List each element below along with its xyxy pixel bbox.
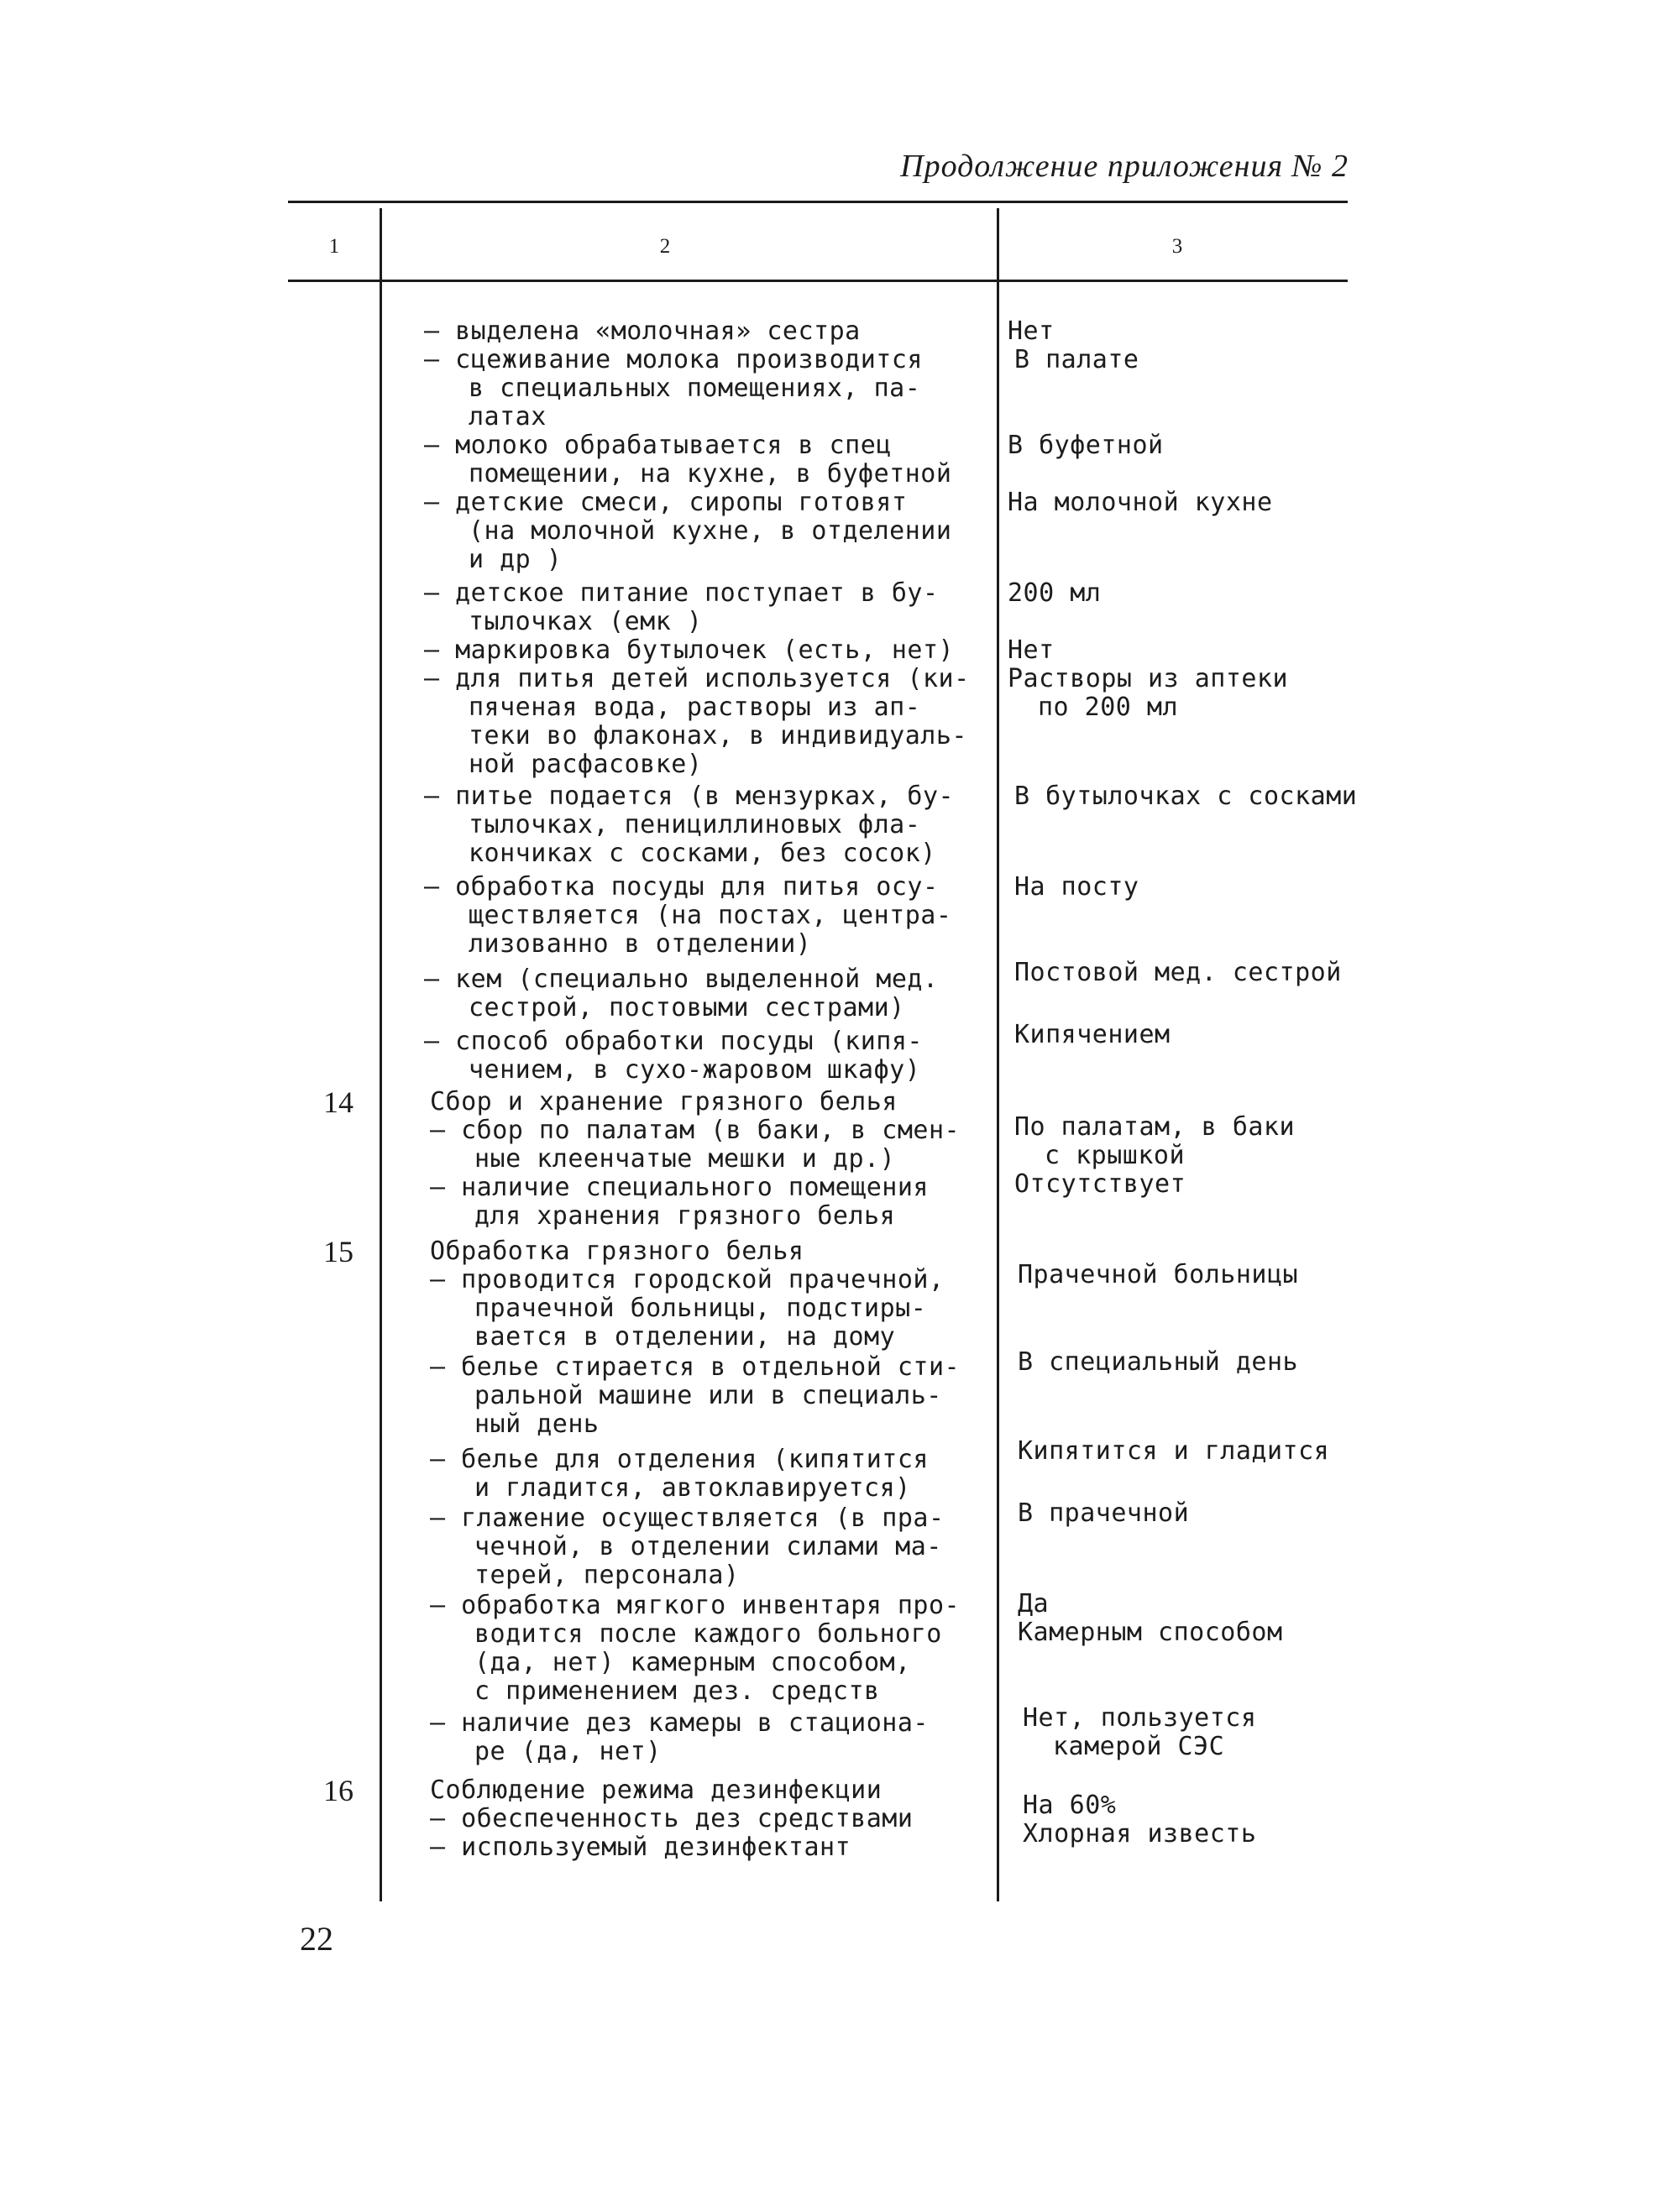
col3-value: В бутылочках с сосками <box>1014 782 1358 811</box>
table-header-rule <box>288 280 1348 282</box>
col3-value: В буфетной <box>1008 431 1164 460</box>
col2-line: — белье стирается в отдельной сти- <box>430 1352 961 1382</box>
col2-line: — используемый дезинфектант <box>430 1833 851 1862</box>
col2-line: (да, нет) камерным способом, <box>474 1648 911 1677</box>
col2-line: (на молочной кухне, в отделении <box>469 516 952 546</box>
table-top-rule <box>288 201 1348 203</box>
col3-value: Кипятится и гладится <box>1018 1436 1330 1466</box>
col3-value: На молочной кухне <box>1008 488 1273 517</box>
col2-line: — молоко обрабатывается в спец <box>424 431 892 460</box>
col2-line: латах <box>469 402 547 431</box>
col2-line: — наличие дез камеры в стациона- <box>430 1708 929 1738</box>
row-number-14: 14 <box>323 1085 354 1119</box>
col2-line: водится после каждого больного <box>474 1619 942 1649</box>
col3-value: Кипячением <box>1014 1020 1171 1049</box>
col2-line: — обработка посуды для питья осу- <box>424 872 939 902</box>
row-number-15: 15 <box>323 1235 354 1268</box>
col2-line: вается в отделении, на дому <box>474 1322 896 1352</box>
col2-line: чечной, в отделении силами ма- <box>474 1532 942 1561</box>
col3-value: Камерным способом <box>1018 1618 1283 1647</box>
col2-line: Сбор и хранение грязного белья <box>430 1087 898 1116</box>
col2-line: — выделена «молочная» сестра <box>424 316 861 346</box>
col2-line: теки во флаконах, в индивидуаль- <box>469 721 967 750</box>
page-header: Продолжение приложения № 2 <box>900 149 1349 184</box>
col3-value: 200 мл <box>1008 578 1102 608</box>
col2-line: — детские смеси, сиропы готовят <box>424 488 908 517</box>
col3-value: В прачечной <box>1018 1498 1190 1528</box>
col2-line: ральной машине или в специаль- <box>474 1381 942 1410</box>
col2-line: ный день <box>474 1409 600 1439</box>
col3-value: Растворы из аптеки <box>1008 664 1289 693</box>
col2-line: — глажение осуществляется (в пра- <box>430 1503 945 1533</box>
col2-line: ные клеенчатые мешки и др.) <box>474 1144 896 1174</box>
col2-line: — способ обработки посуды (кипя- <box>424 1027 923 1056</box>
col2-line: — наличие специального помещения <box>430 1173 929 1202</box>
col3-value: по 200 мл <box>1038 693 1179 722</box>
col2-line: чением, в сухо-жаровом шкафу) <box>469 1055 921 1085</box>
col3-value: Отсутствует <box>1014 1169 1186 1199</box>
column-divider-right <box>997 208 999 1901</box>
column-header-2: 2 <box>659 235 671 258</box>
col2-line: ществляется (на постах, центра- <box>469 901 952 930</box>
col3-value: Нет <box>1008 635 1055 665</box>
col3-value: На 60% <box>1023 1791 1117 1820</box>
col3-value: Нет <box>1008 316 1055 346</box>
col2-line: с применением дез. средств <box>474 1676 880 1706</box>
col3-value: Хлорная известь <box>1023 1819 1257 1849</box>
col3-value: Постовой мед. сестрой <box>1014 958 1342 987</box>
col2-line: — проводится городской прачечной, <box>430 1265 945 1294</box>
col2-line: — для питья детей используется (ки- <box>424 664 970 693</box>
col2-line: — белье для отделения (кипятится <box>430 1445 929 1474</box>
col2-line: — питье подается (в мензурках, бу- <box>424 782 955 811</box>
col3-value: В специальный день <box>1018 1347 1299 1377</box>
col2-line: для хранения грязного белья <box>474 1201 896 1231</box>
column-header-1: 1 <box>328 235 340 258</box>
col3-value: В палате <box>1014 345 1139 374</box>
col3-value: Прачечной больницы <box>1018 1260 1299 1289</box>
col2-line: — маркировка бутылочек (есть, нет) <box>424 635 955 665</box>
col2-line: и гладится, автоклавируется) <box>474 1473 911 1503</box>
col3-value: Да <box>1018 1589 1050 1618</box>
col2-line: лизованно в отделении) <box>469 929 812 959</box>
col2-line: терей, персонала) <box>474 1561 740 1590</box>
col2-line: помещении, на кухне, в буфетной <box>469 459 952 489</box>
col2-line: — детское питание поступает в бу- <box>424 578 939 608</box>
col2-line: — обработка мягкого инвентаря про- <box>430 1591 961 1620</box>
col2-line: Обработка грязного белья <box>430 1237 804 1266</box>
column-divider-left <box>380 208 382 1901</box>
col2-line: пяченая вода, растворы из ап- <box>469 693 921 722</box>
col2-line: прачечной больницы, подстиры- <box>474 1294 927 1323</box>
col2-line: — сцеживание молока производится <box>424 345 923 374</box>
col2-line: — кем (специально выделенной мед. <box>424 965 939 994</box>
col2-line: тылочках (емк ) <box>469 607 703 636</box>
col3-value: По палатам, в баки <box>1014 1112 1296 1142</box>
col2-line: и др ) <box>469 545 563 574</box>
col3-value: Нет, пользуется <box>1023 1703 1257 1733</box>
col3-value: камерой СЭС <box>1053 1732 1225 1761</box>
col2-line: ре (да, нет) <box>474 1737 662 1766</box>
column-header-3: 3 <box>1171 235 1183 258</box>
col2-line: Соблюдение режима дезинфекции <box>430 1775 883 1805</box>
col3-value: с крышкой <box>1045 1141 1186 1170</box>
col2-line: кончиках с сосками, без сосок) <box>469 839 936 868</box>
col3-value: На посту <box>1014 872 1139 902</box>
col2-line: в специальных помещениях, па- <box>469 374 921 403</box>
col2-line: ной расфасовке) <box>469 750 703 779</box>
col2-line: — обеспеченность дез средствами <box>430 1804 914 1833</box>
page-number: 22 <box>300 1920 333 1958</box>
row-number-16: 16 <box>323 1774 354 1807</box>
col2-line: тылочках, пенициллиновых фла- <box>469 810 921 839</box>
col2-line: — сбор по палатам (в баки, в смен- <box>430 1116 961 1145</box>
col2-line: сестрой, постовыми сестрами) <box>469 993 905 1022</box>
